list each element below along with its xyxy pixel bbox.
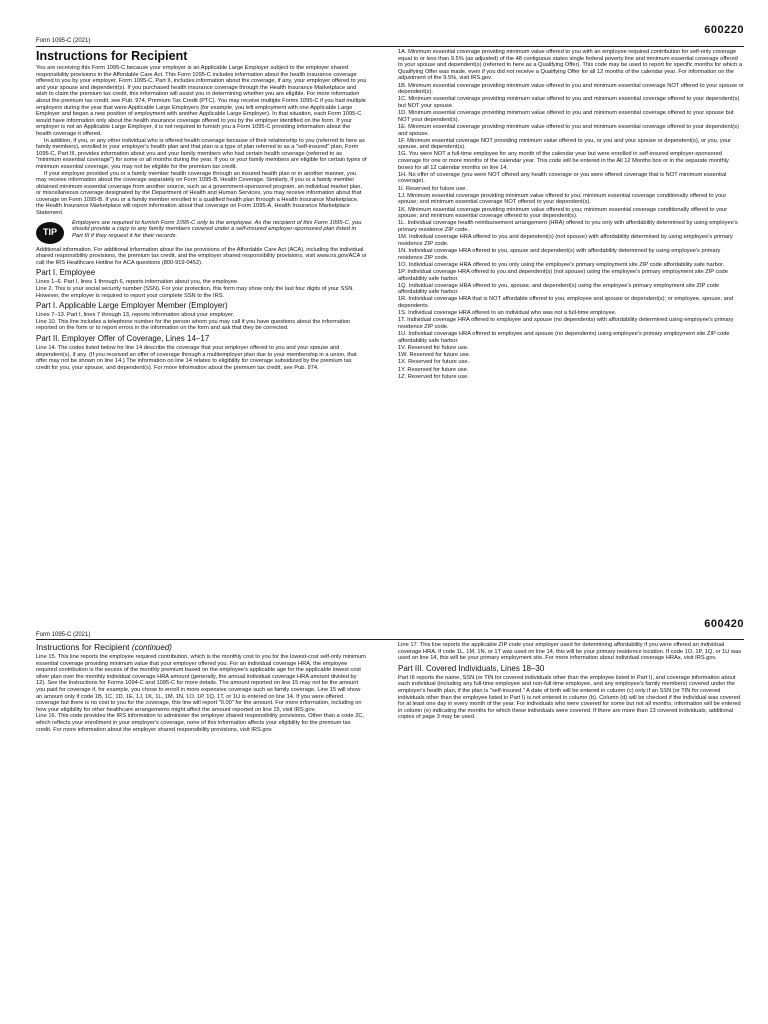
additional-info: Additional information. For additional information about the tax provisions of the Affordable Care Act (ACA), including the individual shared responsibility provisions, the premium tax credit, and the employer shared responsibility provisions, visit www.irs.gov/ACA or call the IRS Healthcare Hotline for ACA questions (800-919-0452). xyxy=(36,246,367,266)
code-item: 1R. Individual coverage HRA that is NOT affordable offered to you; employee and spouse or dependent(s); or employee, spouse, and dependents. xyxy=(398,296,734,310)
section-paragraph: Line 14. The codes listed below for line 14 describe the coverage that your employer offered to you and your spouse and dependent(s), if any. (If you received an offer of coverage through a multiemployer plan due to your membership in a union, that offer may not be shown on line 14.) The information on line 14 relates to eligibility for coverage subsidized by the premium tax credit for you, your spouse, and dependent(s). For more information about the premium tax credit, see Pub. 974. xyxy=(36,345,357,371)
code-item: 1N. Individual coverage HRA offered to you, spouse and dependent(s) with affordability determined by using employee's primary residence ZIP code. xyxy=(398,247,721,261)
page-title-suffix: (continued) xyxy=(131,643,172,652)
section-heading: Part I. Applicable Large Employer Member (Employer) xyxy=(36,301,228,311)
section-paragraph: Part III reports the name, SSN (or TIN for covered individuals other than the employee listed in Part I), and coverage information about each individual (including any full-time employee and non-full-time employee, and any employee's family members) covered under the employer's health plan, if the plan is "self-insured." A date of birth will be entered in column (c) only if an SSN (or TIN for covered individuals other than the employee listed in Part I) is not entered in column (b). Column (d) will be checked if the individual was covered for at least one day in every month of the year. For individuals who were covered for some but not all months, information will be entered in column (e) indicating the months for which these individuals were covered. If there are more than 13 covered individuals, additional copies of page 3 may be used. xyxy=(398,674,741,721)
code-item: 1B. Minimum essential coverage providing minimum value offered to you and minimum essential coverage NOT offered to your spouse or dependent(s). xyxy=(398,82,744,96)
code-item: 1G. You were NOT a full-time employee for any month of the calendar year but were enrolled in self-insured employer-sponsored coverage for one or more months of the calendar year. This code will be entered in the All 12 Months box or in the separate monthly boxes for all 12 calendar months on line 14. xyxy=(398,151,729,171)
tip-box xyxy=(36,220,367,244)
form-code: 600420 xyxy=(704,618,744,630)
code-item: 1I. Reserved for future use. xyxy=(398,185,467,192)
code-item: 1U. Individual coverage HRA offered to employee and spouse (no dependents) using employee's primary employment site ZIP code affordability safe harbor. xyxy=(398,331,730,344)
right-column-code-list xyxy=(398,49,744,381)
section-paragraph: Line 15. This line reports the employee required contribution, which is the monthly cost to you for the lowest-cost self-only minimum essential coverage providing minimum value that your employer offered you. For an individual coverage HRA, the employee required contribution is the excess of the monthly premium based on the employee's applicable age for the applicable lowest cost silver plan over the monthly individual coverage HRA amount (generally, the annual individual coverage HRA amount divided by 12). See the Instructions for Forms 1094-C and 1095-C for more details. The amount reported on line 15 may not be the amount you paid for coverage if, for example, you chose to enroll in more expensive coverage such as family coverage. Line 15 will show an amount only if code 1B, 1C, 1D, 1E, 1J, 1K, 1L, 1M, 1N, 1O, 1P, 1Q, 1T, or 1U is entered on line 14. If you were offered coverage but there is no cost to you for the coverage, this line will report "0.00" for the amount. For more information, including on how your eligibility for other healthcare arrangements might affect the amount reported on line 15, visit IRS.gov. xyxy=(36,654,366,713)
page-title xyxy=(36,642,367,653)
code-item: 1E. Minimum essential coverage providing minimum value offered to you and minimum essential coverage offered to your dependent(s) and spouse. xyxy=(398,123,739,137)
left-column xyxy=(36,642,367,733)
code-item: 1F. Minimum essential coverage NOT providing minimum value offered to you, or you and your spouse or dependent(s), or you, your spouse, and dependent(s). xyxy=(398,137,731,151)
intro-paragraph: If your employer provided you or a family member health coverage through an insured health plan or in another manner, you may receive information about the coverage separately on Form 1095-B, Health Coverage. Similarly, if you or a family member obtained minimum essential coverage from another source, such as a government-sponsored program, an individual market plan, or miscellaneous coverage designated by the Department of Health and Human Services, you may receive information about that coverage on Form 1095-B. If you or a family member enrolled in a qualified health plan through a Health Insurance Marketplace, the Health Insurance Marketplace will report information about that coverage on Form 1095-A, Health Insurance Marketplace Statement. xyxy=(36,170,362,217)
section-paragraph: Lines 7–13. Part I, lines 7 through 13, reports information about your employer. xyxy=(36,312,235,319)
section-paragraph: Line 2. This is your social security number (SSN). For your protection, this form may show only the last four digits of your SSN. However, the employer is required to report your complete SSN to the IRS. xyxy=(36,286,354,299)
code-item: 1Z. Reserved for future use. xyxy=(398,373,469,380)
instructions-page-2 xyxy=(0,606,768,1024)
code-item: 1M. Individual coverage HRA offered to you and dependent(s) (not spouse) with affordability determined by using employee's primary residence ZIP code. xyxy=(398,234,733,247)
header-rule xyxy=(36,46,744,47)
intro-paragraph: You are receiving this Form 1095-C because your employer is an Applicable Large Employer subject to the employer shared responsibility provisions in the Affordable Care Act. This Form 1095-C includes information about the health insurance coverage offered to you by your employer. Form 1095-C, Part II, includes information about the coverage, if any, your employer offered to you and your spouse and dependent(s). If you purchased health insurance coverage through the Health Insurance Marketplace and wish to claim the premium tax credit, this information will assist you in determining whether you are eligible. For more information about the premium tax credit, see Pub. 974, Premium Tax Credit (PTC). You may receive multiple Forms 1095-C if you had multiple employers during the year that were Applicable Large Employers (for example, you left employment with one Applicable Large Employer and began a new position of employment with another Applicable Large Employer). In that situation, each Form 1095-C would have information only about the health insurance coverage offered to you by the employer identified on the form. If your employer is not an Applicable Large Employer, it is not required to furnish you a Form 1095-C providing information about the health coverage it offered. xyxy=(36,65,367,137)
form-code: 600220 xyxy=(704,24,744,36)
form-label: Form 1095-C (2021) xyxy=(36,632,91,638)
code-item: 1A. Minimum essential coverage providing minimum value offered to you with an employee required contribution for self-only coverage equal to or less than 9.5% (as adjusted) of the 48 contiguous states single federal poverty line and minimum essential coverage offered to your spouse and dependent(s) (referred to here as a Qualifying Offer). This code may be used to report for specific months for which a Qualifying Offer was made, even if you did not receive a Qualifying Offer for all 12 months of the calendar year. For information on the adjustment of the 9.5%, visit IRS.gov. xyxy=(398,49,743,82)
left-column xyxy=(36,49,367,371)
section-paragraph: Line 17. This line reports the applicable ZIP code your employer used for determining affordability if you were offered an individual coverage HRA. If code 1L, 1M, 1N, or 1T was used on line 14, this will be your primary residence location. If code 1O, 1P, 1Q, or 1U was used on line 14, this will be your primary employment site. For more information about individual coverage HRAs, visit IRS.gov. xyxy=(398,642,742,662)
code-item: 1D. Minimum essential coverage providing minimum value offered to you and minimum essential coverage offered to your spouse but NOT your dependent(s). xyxy=(398,110,734,123)
code-item: 1H. No offer of coverage (you were NOT offered any health coverage or you were offered coverage that is NOT minimum essential coverage). xyxy=(398,171,727,185)
code-item: 1J. Minimum essential coverage providing minimum value offered to you; minimum essential coverage conditionally offered to your spouse; and minimum essential coverage NOT offered to your dependent(s). xyxy=(398,192,727,206)
code-item: 1V. Reserved for future use. xyxy=(398,345,469,351)
section-paragraph: Lines 1–6. Part I, lines 1 through 6, reports information about you, the employee. xyxy=(36,279,239,286)
code-item: 1W. Reserved for future use. xyxy=(398,352,471,359)
intro-paragraph: In addition, if you, or any other individual who is offered health coverage because of their relationship to you (referred to here as family members), enrolled in your employer's health plan and that plan is a type of plan referred to as a "self-insured" plan, Form 1095-C, Part III, provides information about you and your family members who had certain health coverage (referred to as "minimum essential coverage") for some or all months during the year. If you or your family members are eligible for certain types of minimum essential coverage, you may not be eligible for the premium tax credit. xyxy=(36,137,367,170)
code-item: 1L. Individual coverage health reimbursement arrangement (HRA) offered to you only with affordability determined by using employee's primary residence ZIP code. xyxy=(398,220,738,233)
code-item: 1K. Minimum essential coverage providing minimum value offered to you; minimum essential coverage conditionally offered to your spouse; and minimum essential coverage offered to your dependent(s). xyxy=(398,206,728,220)
tip-icon: TIP xyxy=(36,222,64,244)
header-rule xyxy=(36,639,744,640)
section-heading: Part III. Covered Individuals, Lines 18–30 xyxy=(398,663,545,673)
code-item: 1Q. Individual coverage HRA offered to you, spouse, and dependent(s) using the employee's primary employment site ZIP code affordability safe harbor. xyxy=(398,282,720,296)
code-item: 1P. Individual coverage HRA offered to you and dependent(s) (not spouse) using the employee's primary employment site ZIP code affordability safe harbor. xyxy=(398,268,728,282)
code-item: 1T. Individual coverage HRA offered to employee and spouse (no dependents) with affordability determined using employee's primary residence ZIP code. xyxy=(398,317,734,331)
section-paragraph: Line 10. This line includes a telephone number for the person whom you may call if you have questions about the information reported on the form or to report errors in the information on the form and ask that they be corrected. xyxy=(36,318,351,332)
section-heading: Part I. Employee xyxy=(36,268,96,278)
right-column xyxy=(398,642,744,721)
code-item: 1X. Reserved for future use. xyxy=(398,359,470,366)
code-item: 1O. Individual coverage HRA offered to you only using the employee's primary employment site ZIP code affordability safe harbor. xyxy=(398,261,725,268)
page-title-text: Instructions for Recipient xyxy=(36,642,130,652)
page-title: Instructions for Recipient xyxy=(36,49,188,63)
code-item: 1C. Minimum essential coverage providing minimum value offered to you and minimum essential coverage offered to your dependent(s) but NOT your spouse. xyxy=(398,96,740,109)
section-heading: Part II. Employer Offer of Coverage, Lines 14–17 xyxy=(36,334,210,343)
form-label: Form 1095-C (2021) xyxy=(36,38,91,44)
code-item: 1Y. Reserved for future use. xyxy=(398,366,469,373)
section-paragraph: Line 16. This code provides the IRS information to administer the employer shared responsibility provisions. Other than a code 2C, which reflects your enrollment in your employer's coverage, none of this information affects your eligibility for the premium tax credit. For more information about the employer shared responsibility provisions, visit IRS.gov. xyxy=(36,713,365,733)
code-item: 1S. Individual coverage HRA offered to an individual who was not a full-time employee. xyxy=(398,310,617,317)
tip-text: Employers are required to furnish Form 1095-C only to the employee. As the recipient of this Form 1095-C, you should provide a copy to any family members covered under a self-insured employer-sponsored plan listed in Part III if they request it for their records. xyxy=(72,219,362,240)
